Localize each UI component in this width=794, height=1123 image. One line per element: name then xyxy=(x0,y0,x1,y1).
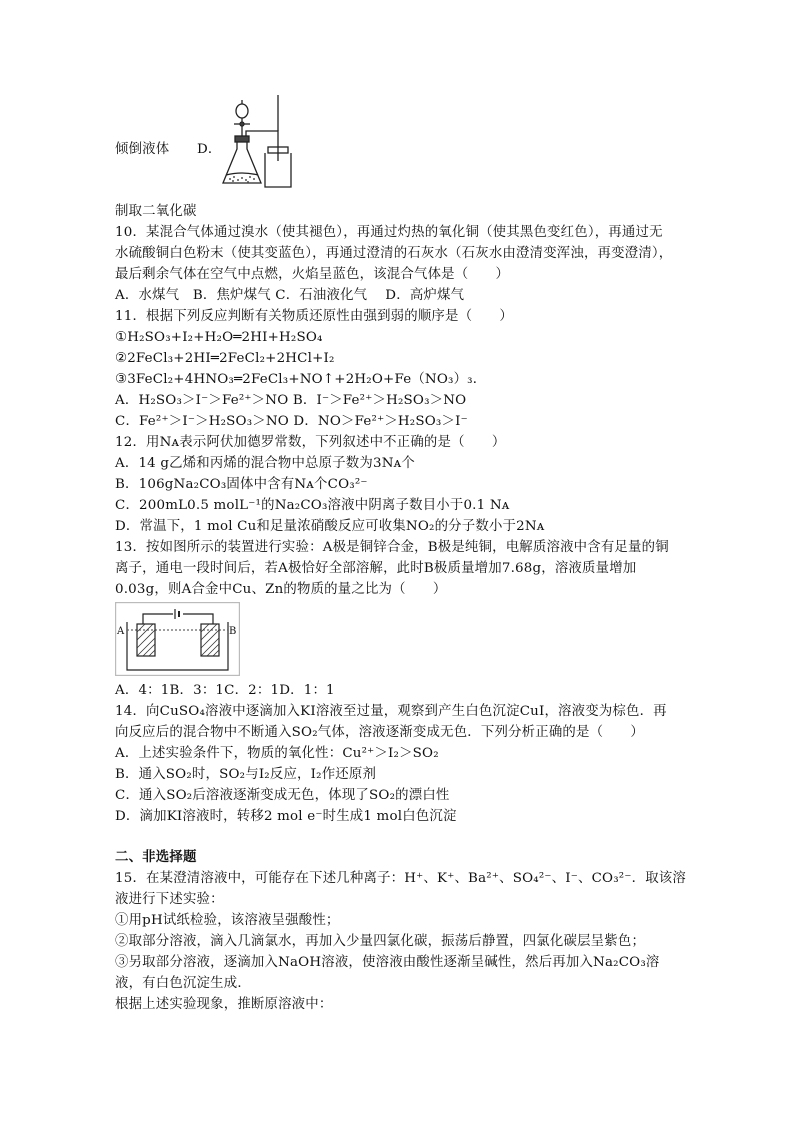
q12-option-d: D．常温下，1 mol Cu和足量浓硝酸反应可收集NO₂的分子数小于2Nᴀ xyxy=(115,519,545,534)
q11-reaction-3: ③3FeCl₂+4HNO₃═2FeCl₃+NO↑+2H₂O+Fe（NO₃）₃． xyxy=(115,372,487,387)
q10-line1: 10．某混合气体通过溴水（使其褪色），再通过灼热的氧化铜（使其黑色变红色），再通过无 xyxy=(115,225,663,240)
q9-option-c-text: 倾倒液体 xyxy=(115,142,170,157)
q11-options-cd: C．Fe²⁺＞I⁻＞H₂SO₃＞NO D．NO＞Fe²⁺＞H₂SO₃＞I⁻ xyxy=(115,414,468,429)
q14-line1: 14．向CuSO₄溶液中逐滴加入KI溶液至过量，观察到产生白色沉淀CuI，溶液变为棕色．再 xyxy=(115,704,667,719)
co2-apparatus-figure xyxy=(218,95,298,195)
q10-line2: 水硫酸铜白色粉末（使其变蓝色），再通过澄清的石灰水（石灰水由澄清变浑浊，再变澄清）， xyxy=(115,246,673,261)
q11-reaction-2: ②2FeCl₃+2HI═2FeCl₂+2HCl+I₂ xyxy=(115,351,335,366)
electrode-a-label: A xyxy=(117,626,125,637)
q10-line3: 最后剩余气体在空气中点燃，火焰呈蓝色，该混合气体是（ ） xyxy=(115,267,510,282)
q12-option-a: A．14 g乙烯和丙烯的混合物中总原子数为3Nᴀ个 xyxy=(115,456,415,471)
q10-options: A．水煤气 B．焦炉煤气 C．石油液化气 D．高炉煤气 xyxy=(115,288,465,303)
q15-step-2: ②取部分溶液，滴入几滴氯水，再加入少量四氯化碳，振荡后静置，四氯化碳层呈紫色； xyxy=(115,934,646,949)
q14-line2: 向反应后的混合物中不断通入SO₂气体，溶液逐渐变成无色．下列分析正确的是（ ） xyxy=(115,725,644,740)
q11-stem: 11．根据下列反应判断有关物质还原性由强到弱的顺序是（ ） xyxy=(115,309,513,324)
q15-step-3a: ③另取部分溶液，逐滴加入NaOH溶液，使溶液由酸性逐渐呈碱性，然后再加入Na₂CO₃溶 xyxy=(115,955,660,970)
q11-reaction-1: ①H₂SO₃+I₂+H₂O═2HI+H₂SO₄ xyxy=(115,330,323,345)
q14-option-c: C．通入SO₂后溶液逐渐变成无色，体现了SO₂的漂白性 xyxy=(115,788,450,803)
q14-option-d: D．滴加KI溶液时，转移2 mol e⁻时生成1 mol白色沉淀 xyxy=(115,809,457,824)
q11-options-ab: A．H₂SO₃＞I⁻＞Fe²⁺＞NO B．I⁻＞Fe²⁺＞H₂SO₃＞NO xyxy=(115,393,467,408)
q12-stem: 12．用Nᴀ表示阿伏加德罗常数，下列叙述中不正确的是（ ） xyxy=(115,435,506,450)
q15-step-1: ①用pH试纸检验，该溶液呈强酸性； xyxy=(115,913,340,928)
q13-options: A．4：1B．3：1C．2：1D．1：1 xyxy=(115,683,335,698)
q15-line2: 液进行下述实验： xyxy=(115,892,224,907)
q12-option-b: B．106gNa₂CO₃固体中含有Nᴀ个CO₃²⁻ xyxy=(115,477,368,492)
electrolysis-figure xyxy=(115,602,240,676)
electrode-b-label: B xyxy=(229,626,237,637)
q13-line2: 离子，通电一段时间后，若A极恰好全部溶解，此时B极质量增加7.68g，溶液质量增加 xyxy=(115,561,637,576)
q15-step-3b: 液，有白色沉淀生成． xyxy=(115,976,251,991)
q9-caption: 制取二氧化碳 xyxy=(115,204,197,219)
q9-option-d-label: D． xyxy=(197,142,222,157)
q13-line3: 0.03g，则A合金中Cu、Zn的物质的量之比为（ ） xyxy=(115,582,447,597)
q15-conclusion: 根据上述实验现象，推断原溶液中： xyxy=(115,997,333,1012)
section-heading: 二、非选择题 xyxy=(115,849,197,865)
q13-line1: 13．按如图所示的装置进行实验：A极是铜锌合金，B极是纯铜，电解质溶液中含有足量的铜 xyxy=(115,540,669,555)
q15-line1: 15．在某澄清溶液中，可能存在下述几种离子：H⁺、K⁺、Ba²⁺、SO₄²⁻、I⁻、CO₃²⁻．取该溶 xyxy=(115,871,686,886)
q12-option-c: C．200mL0.5 molL⁻¹的Na₂CO₃溶液中阴离子数目小于0.1 Nᴀ xyxy=(115,498,510,513)
q14-option-a: A．上述实验条件下，物质的氧化性：Cu²⁺＞I₂＞SO₂ xyxy=(115,746,439,761)
q14-option-b: B．通入SO₂时，SO₂与I₂反应，I₂作还原剂 xyxy=(115,767,377,782)
